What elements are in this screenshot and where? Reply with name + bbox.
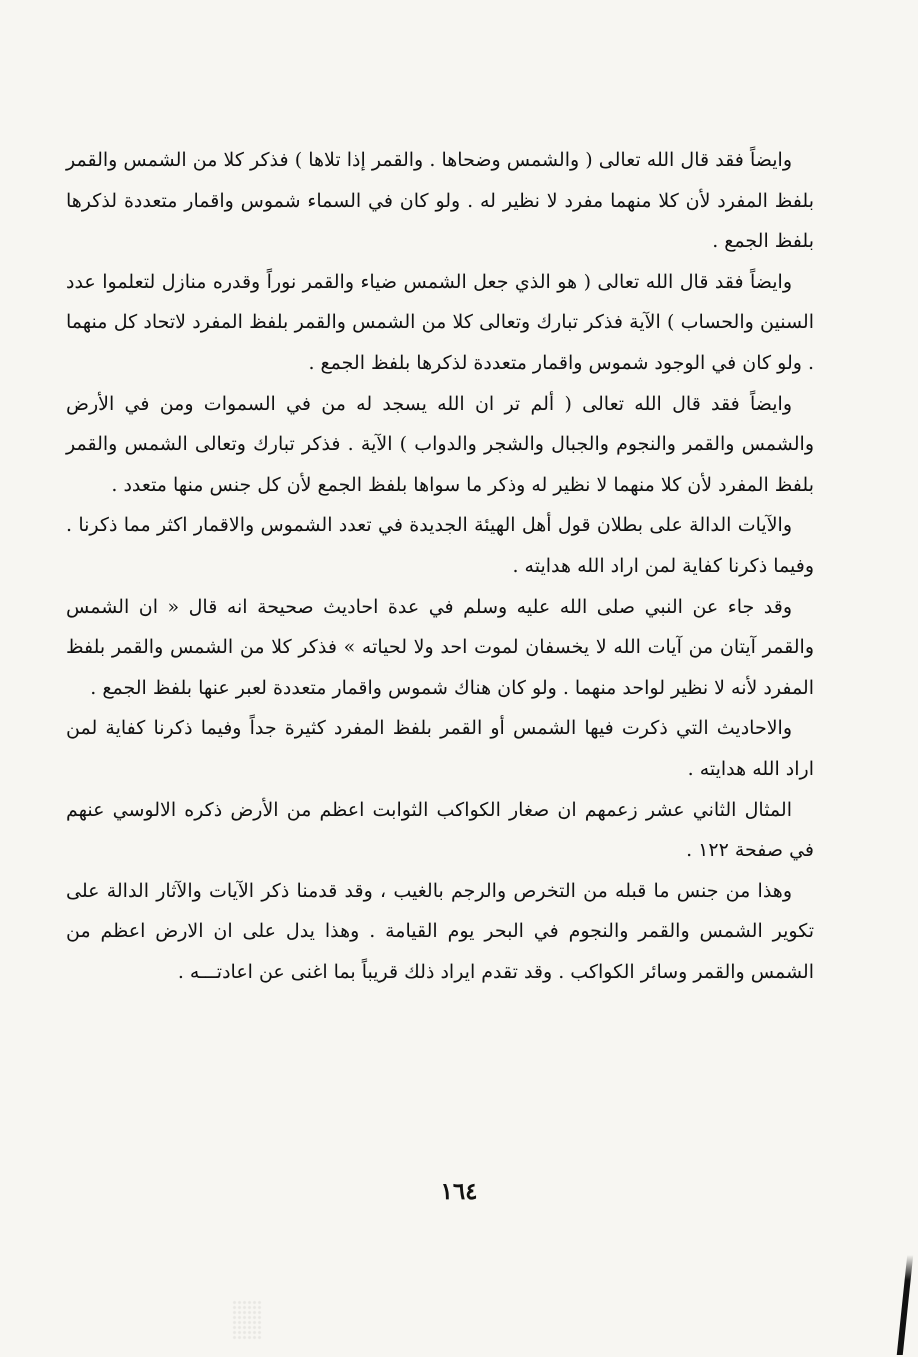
paragraph-8: وهذا من جنس ما قبله من التخرص والرجم بالغيب ، وقد قدمنا ذكر الآيات والآثار الدالة على تكوير الشمس والقمر والنجوم في البحر يوم القيامة . وهذا يدل على ان الارض اعظم من الشمس والقمر وسائر الكواكب . وقد تقدم ايراد ذلك قريباً بما اغنى عن اعادتـــه .: [66, 879, 814, 983]
page-number: ١٦٤: [440, 1178, 478, 1205]
body-text: [66, 140, 814, 992]
paragraph-1: وايضاً فقد قال الله تعالى ( والشمس وضحاها . والقمر إذا تلاها ) فذكر كلا من الشمس والقمر بلفظ المفرد لأن كلا منهما مفرد لا نظير له . ولو كان في السماء شموس واقمار متعددة لذكرها بلفظ الجمع .: [66, 149, 814, 253]
paragraph-6: والاحاديث التي ذكرت فيها الشمس أو القمر بلفظ المفرد كثيرة جداً وفيما ذكرنا كفاية لمن اراد الله هدايته .: [66, 717, 814, 780]
paragraph-2: وايضاً فقد قال الله تعالى ( هو الذي جعل الشمس ضياء والقمر نوراً وقدره منازل لتعلموا عدد السنين والحساب ) الآية فذكر تبارك وتعالى كلا من الشمس والقمر بلفظ المفرد لاتحاد كل منهما . ولو كان في الوجود شموس واقمار متعددة لذكرها بلفظ الجمع .: [66, 270, 814, 374]
paragraph-3: وايضاً فقد قال الله تعالى ( ألم تر ان الله يسجد له من في السموات ومن في الأرض والشمس والقمر والنجوم والجبال والشجر والدواب ) الآية . فذكر تبارك وتعالى الشمس والقمر بلفظ المفرد لأن كلا منهما لا نظير له وذكر ما سواها بلفظ الجمع لأن كل جنس منها متعدد .: [66, 392, 814, 496]
paragraph-7: المثال الثاني عشر زعمهم ان صغار الكواكب الثوابت اعظم من الأرض ذكره الالوسي عنهم في صفحة ١٢٢ .: [66, 798, 814, 862]
paragraph-5: وقد جاء عن النبي صلى الله عليه وسلم في عدة احاديث صحيحة انه قال « ان الشمس والقمر آيتان من آيات الله لا يخسفان لموت احد ولا لحياته » فذكر كلا من الشمس والقمر بلفظ المفرد لأنه لا نظير لواحد منهما . ولو كان هناك شموس واقمار متعددة لعبر عنها بلفظ الجمع .: [66, 595, 814, 699]
binding-edge-shadow: [897, 1255, 914, 1355]
scan-noise-speck: [232, 1300, 262, 1340]
paragraph-4: والآيات الدالة على بطلان قول أهل الهيئة الجديدة في تعدد الشموس والاقمار اكثر مما ذكرنا . وفيما ذكرنا كفاية لمن اراد الله هدايته .: [66, 514, 814, 577]
